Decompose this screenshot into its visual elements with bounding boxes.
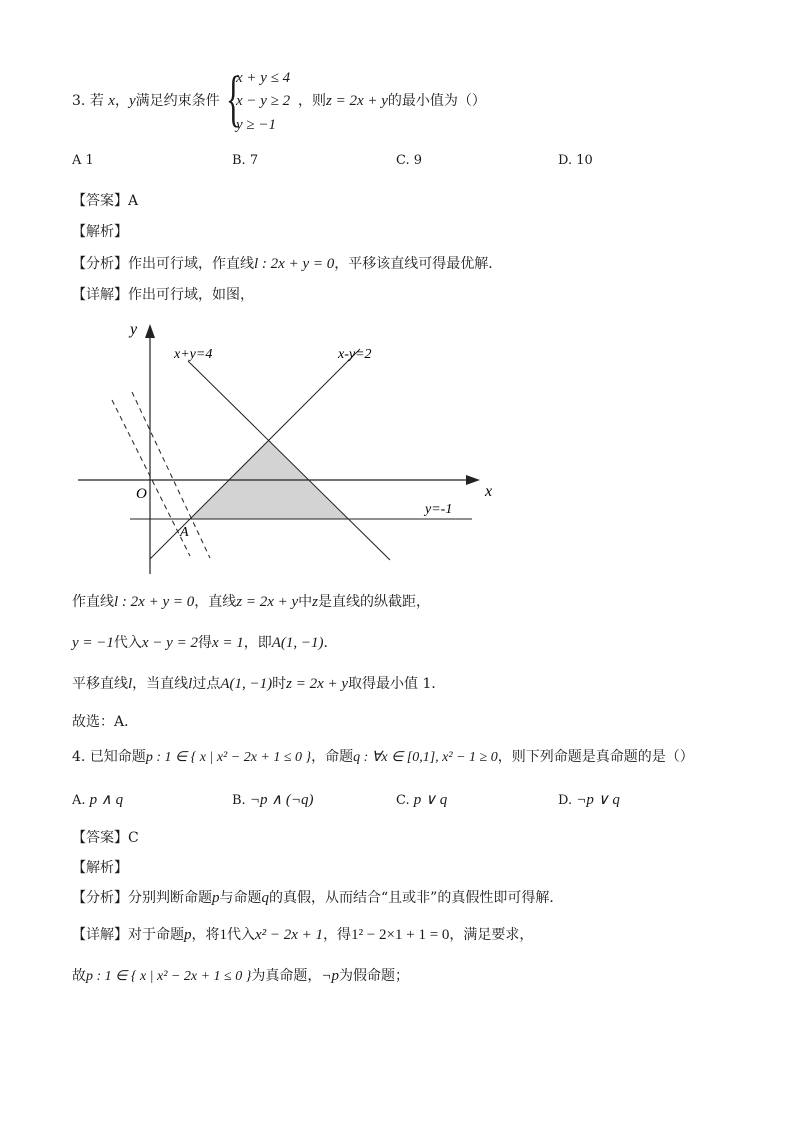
q3-var-x: x	[108, 93, 115, 109]
q4-xiangjie	[72, 925, 533, 945]
y-axis-label: y	[130, 321, 138, 338]
constraint-brace: {	[226, 65, 241, 133]
answer-value: C	[128, 830, 139, 846]
q3-number: 3.	[72, 93, 86, 109]
q4-answer	[72, 828, 139, 848]
constraint-1: x + y ≤ 4	[236, 70, 291, 86]
step-math: z	[312, 594, 318, 610]
line3-label: y=-1	[425, 502, 453, 517]
option-label: C.	[396, 153, 410, 168]
q4-stem-text: 已知命题	[89, 749, 146, 765]
constraint-3: y ≥ −1	[236, 117, 277, 133]
q4-analysis-tag: 【解析】	[72, 860, 128, 876]
xiangjie-tag: 【详解】	[72, 927, 128, 943]
q4-number: 4.	[72, 749, 86, 765]
q3-xiangjie	[72, 285, 254, 305]
xiangjie-text: 对于命题	[128, 927, 184, 943]
q3-stem	[72, 91, 220, 111]
x-axis-label: x	[485, 483, 493, 500]
step-text: 时	[272, 676, 287, 692]
fenxi-math: p	[212, 890, 220, 906]
xiangjie-math: 1	[219, 927, 227, 943]
line-x-plus-y-4	[188, 361, 390, 560]
fenxi-text: 的真假，从而结合“且或非”的真假性即可得解．	[269, 890, 564, 906]
last-text: 为假命题；	[338, 968, 409, 984]
step-text: 平移直线	[72, 676, 128, 692]
xiangjie-math: x² − 2x + 1	[255, 927, 324, 943]
q3-fenxi	[72, 254, 502, 274]
q4-stem-text-b: ，命题	[311, 749, 354, 765]
q3-conclusion: 故选：A．	[72, 714, 139, 730]
fenxi-text: 作出可行域，作直线	[128, 256, 254, 272]
q4-option-c	[396, 790, 447, 809]
q3-stem-text: 若	[89, 93, 104, 109]
q4-q-def: q : ∀x ∈ [0,1], x² − 1 ≥ 0	[353, 750, 498, 765]
q4-stem	[72, 747, 694, 768]
step-text: ．	[323, 635, 338, 651]
step-text: 得	[197, 635, 212, 651]
last-math: ¬p	[321, 968, 339, 984]
xiangjie-text: 代入	[227, 927, 255, 943]
option-label: C.	[396, 793, 410, 808]
fenxi-line: l : 2x + y = 0	[254, 256, 335, 272]
fenxi-text: 与命题	[219, 890, 262, 906]
xiangjie-text: 作出可行域，如图，	[128, 287, 254, 303]
q3-analysis-tag: 【解析】	[72, 224, 128, 240]
feasible-region-svg	[70, 312, 493, 582]
last-text: 为真命题，	[251, 968, 322, 984]
q3-stem-text-d: 的最小值为（）	[387, 93, 486, 109]
q3-sep: ，	[114, 93, 129, 109]
q3-option-c	[396, 153, 422, 168]
step-text: 作直线	[72, 594, 114, 610]
q4-option-b	[232, 790, 314, 809]
line1-label: x+y=4	[174, 347, 213, 362]
xiangjie-tag: 【详解】	[72, 287, 128, 303]
origin-label: O	[136, 486, 147, 502]
q3-objective: z = 2x + y	[326, 93, 388, 109]
step-math: A(1, −1)	[271, 635, 324, 651]
constraint-2: x − y ≥ 2	[236, 93, 291, 109]
q3-step1	[72, 592, 430, 612]
step-math: A(1, −1)	[220, 676, 273, 692]
line2-label: x-y=2	[338, 347, 372, 362]
q3-answer	[72, 191, 138, 211]
xiangjie-math: p	[184, 927, 192, 943]
step-math: l	[188, 676, 193, 692]
point-a-label: A	[180, 525, 189, 540]
option-text: p ∧ q	[89, 792, 124, 808]
q4-option-d	[558, 790, 620, 809]
q3-option-d	[558, 153, 593, 168]
q4-p-def: p : 1 ∈ { x | x² − 2x + 1 ≤ 0 }	[145, 750, 312, 765]
step-text: ，即	[243, 635, 272, 651]
q3-var-y: y	[128, 93, 136, 109]
fenxi-text: 分别判断命题	[128, 890, 212, 906]
xiangjie-text: ，将	[191, 927, 220, 943]
answer-tag: 【答案】	[72, 193, 128, 209]
fenxi-tag: 【分析】	[72, 890, 128, 906]
step-math: x = 1	[211, 635, 244, 651]
option-text: 10	[576, 153, 593, 168]
step-text: 是直线的纵截距，	[317, 594, 430, 610]
q3-step3	[72, 674, 445, 694]
step-math: z = 2x + y	[286, 676, 349, 692]
q3-stem-tail	[298, 91, 486, 111]
last-math: p : 1 ∈ { x | x² − 2x + 1 ≤ 0 }	[86, 969, 252, 984]
answer-value: A	[128, 193, 139, 209]
option-label: B.	[232, 793, 246, 808]
q4-fenxi	[72, 888, 563, 908]
xiangjie-text: ，得	[323, 927, 352, 943]
step-text: ，直线	[194, 594, 237, 610]
fenxi-tag: 【分析】	[72, 256, 128, 272]
option-label: A	[72, 153, 82, 168]
dashed-line-l	[112, 400, 190, 556]
last-text: 故	[72, 968, 86, 984]
step-math: x − y = 2	[141, 635, 198, 651]
option-text: 9	[413, 153, 423, 168]
option-text: ¬p ∧ (¬q)	[249, 792, 314, 808]
step-text: 代入	[113, 635, 142, 651]
option-text: ¬p ∨ q	[576, 792, 620, 808]
feasible-region-figure	[70, 312, 493, 586]
q3-stem-text-b: 满足约束条件	[135, 93, 220, 109]
step-math: y = −1	[72, 635, 114, 651]
step-text: ，当直线	[132, 676, 189, 692]
x-axis-arrow	[466, 475, 480, 485]
option-label: B.	[232, 153, 246, 168]
option-text: 1	[85, 153, 94, 168]
step-math: l	[128, 676, 133, 692]
step-math: z = 2x + y	[236, 594, 299, 610]
answer-tag: 【答案】	[72, 830, 128, 846]
step-math: l : 2x + y = 0	[114, 594, 195, 610]
xiangjie-math: 1² − 2×1 + 1 = 0	[351, 927, 450, 943]
q3-step2	[72, 633, 338, 653]
option-label: D.	[558, 153, 573, 168]
dashed-line-l-translated	[132, 392, 210, 558]
y-axis-arrow	[145, 324, 155, 338]
fenxi-text-b: ，平移该直线可得最优解．	[334, 256, 503, 272]
step-text: 中	[298, 594, 313, 610]
q4-last-line	[72, 966, 409, 987]
fenxi-math: q	[261, 890, 269, 906]
q3-option-a	[72, 153, 94, 168]
option-text: p ∨ q	[413, 792, 448, 808]
q4-stem-text-c: ，则下列命题是真命题的是（）	[497, 749, 694, 765]
q3-stem-text-c: ，则	[298, 93, 326, 109]
option-text: 7	[249, 153, 259, 168]
q4-option-a	[72, 790, 123, 809]
option-label: D.	[558, 793, 573, 808]
step-text: 过点	[192, 676, 221, 692]
step-text: 取得最小值 1．	[348, 676, 446, 692]
xiangjie-text: ，满足要求，	[449, 927, 534, 943]
q3-option-b	[232, 153, 258, 168]
option-label: A.	[72, 793, 86, 808]
